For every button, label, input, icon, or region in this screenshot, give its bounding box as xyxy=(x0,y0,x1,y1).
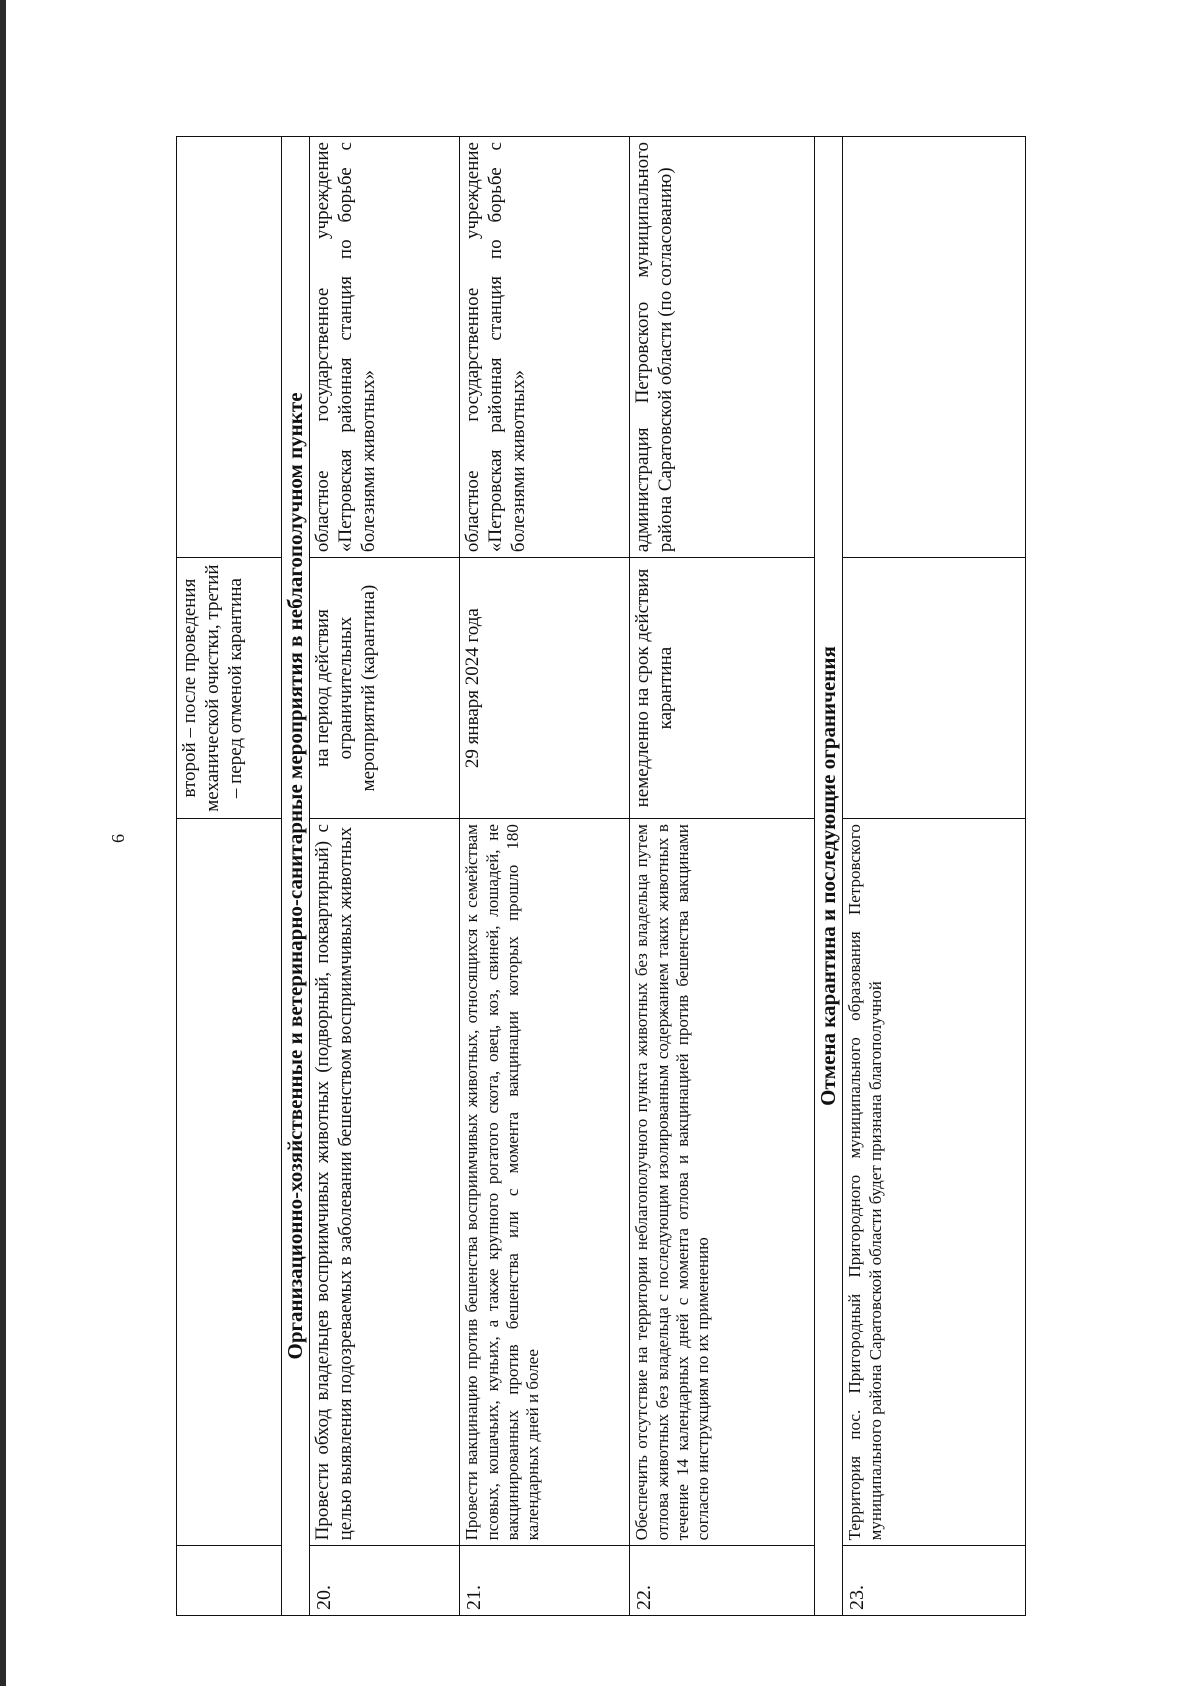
cell-responsible: администрация Петровского муниципального района Саратовской области (по согласованию) xyxy=(630,137,815,558)
table-row xyxy=(630,137,815,1616)
cell-description: Провести обход владельцев восприимчивых животных (подворный, поквартирный) с целью выявления подозреваемых в заболевании бешенством восприимчивых животных xyxy=(310,819,460,1546)
scan-edge xyxy=(0,0,6,1686)
section-header-row xyxy=(815,137,843,1616)
cell-when: второй – после проведения механической очистки, третий – перед отменой карантина xyxy=(177,558,282,819)
row-number: 23. xyxy=(843,1546,1026,1616)
row-number: 20. xyxy=(310,1546,460,1616)
cell-when: на период действия ограничительных мероприятий (карантина) xyxy=(310,558,460,819)
cell-responsible: областное государственное учреждение «Петровская районная станция по борьбе с болезнями животных» xyxy=(460,137,630,558)
empty-cell xyxy=(177,137,282,558)
measures-table xyxy=(176,136,1026,1616)
empty-cell xyxy=(177,1546,282,1616)
cell-description: Провести вакцинацию против бешенства восприимчивых животных, относящихся к семействам псовых, кошачьих, куньих, а также крупного рогатого скота, овец, коз, свиней, лошадей, не вакцинированных против бешенства или с момента вакцинации которых прошло 180 календарных дней и более xyxy=(460,819,630,1546)
empty-cell xyxy=(177,819,282,1546)
cell-responsible: областное государственное учреждение «Петровская районная станция по борьбе с болезнями животных» xyxy=(310,137,460,558)
row-number: 21. xyxy=(460,1546,630,1616)
document-table-rotated xyxy=(176,136,1026,1616)
cell-when xyxy=(843,558,1026,819)
cell-when: немедленно на срок действия карантина xyxy=(630,558,815,819)
table-row xyxy=(177,137,282,1616)
section-title: Организационно-хозяйственные и ветеринарно-санитарные мероприятия в неблагополучном пункте xyxy=(282,137,310,1616)
table-row xyxy=(843,137,1026,1616)
page-number: 6 xyxy=(108,834,128,843)
row-number: 22. xyxy=(630,1546,815,1616)
table-row xyxy=(460,137,630,1616)
section-header-row xyxy=(282,137,310,1616)
cell-when: 29 января 2024 года xyxy=(460,558,630,819)
section-title: Отмена карантина и последующие ограничения xyxy=(815,137,843,1616)
cell-responsible xyxy=(843,137,1026,558)
table-row xyxy=(310,137,460,1616)
cell-description: Обеспечить отсутствие на территории неблагополучного пункта животных без владельца путем отлова животных без владельца с последующим изолированным содержанием таких животных в течение 14 календарных дней с момента отлова и вакцинацией против бешенства вакцинами согласно инструкциям по их применению xyxy=(630,819,815,1546)
cell-description: Территория пос. Пригородный Пригородного муниципального образования Петровского муниципального района Саратовской области будет признана благополучной xyxy=(843,819,1026,1546)
